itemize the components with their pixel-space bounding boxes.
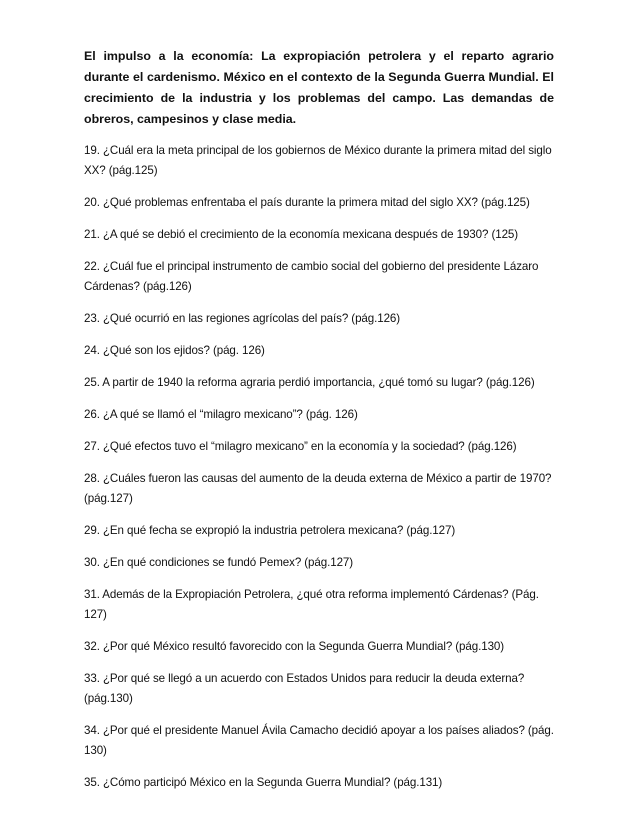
- question-item: 32. ¿Por qué México resultó favorecido con la Segunda Guerra Mundial? (pág.130): [84, 640, 505, 653]
- question-item: 34. ¿Por qué el presidente Manuel Ávila Camacho decidió apoyar a los países aliados? (pág. 130): [84, 724, 554, 757]
- question-list: [84, 141, 554, 793]
- question-item: 23. ¿Qué ocurrió en las regiones agrícolas del país? (pág.126): [84, 312, 401, 325]
- document-page: [84, 46, 554, 805]
- section-heading: El impulso a la economía: La expropiación petrolera y el reparto agrario durante el cardenismo. México en el contexto de la Segunda Guerra Mundial. El crecimiento de la industria y los problemas del campo. Las demandas de obreros, campesinos y clase media.: [84, 49, 554, 126]
- question-item: 31. Además de la Expropiación Petrolera, ¿qué otra reforma implementó Cárdenas? (Pág. 127): [84, 588, 539, 621]
- question-item: 25. A partir de 1940 la reforma agraria perdió importancia, ¿qué tomó su lugar? (pág.126): [84, 376, 535, 389]
- question-item: 28. ¿Cuáles fueron las causas del aumento de la deuda externa de México a partir de 1970? (pág.127): [84, 472, 552, 505]
- question-item: 20. ¿Qué problemas enfrentaba el país durante la primera mitad del siglo XX? (pág.125): [84, 196, 530, 209]
- question-item: 24. ¿Qué son los ejidos? (pág. 126): [84, 344, 265, 357]
- question-item: 21. ¿A qué se debió el crecimiento de la economía mexicana después de 1930? (125): [84, 228, 519, 241]
- question-item: 26. ¿A qué se llamó el “milagro mexicano”? (pág. 126): [84, 408, 358, 421]
- question-item: 19. ¿Cuál era la meta principal de los gobiernos de México durante la primera mitad del siglo XX? (pág.125): [84, 144, 552, 177]
- question-item: 33. ¿Por qué se llegó a un acuerdo con Estados Unidos para reducir la deuda externa? (pág.130): [84, 672, 525, 705]
- question-item: 30. ¿En qué condiciones se fundó Pemex? (pág.127): [84, 556, 354, 569]
- question-item: 29. ¿En qué fecha se expropió la industria petrolera mexicana? (pág.127): [84, 524, 456, 537]
- question-item: 27. ¿Qué efectos tuvo el “milagro mexicano” en la economía y la sociedad? (pág.126): [84, 440, 517, 453]
- question-item: 22. ¿Cuál fue el principal instrumento de cambio social del gobierno del presidente Lázaro Cárdenas? (pág.126): [84, 260, 539, 293]
- question-item: 35. ¿Cómo participó México en la Segunda Guerra Mundial? (pág.131): [84, 776, 443, 789]
